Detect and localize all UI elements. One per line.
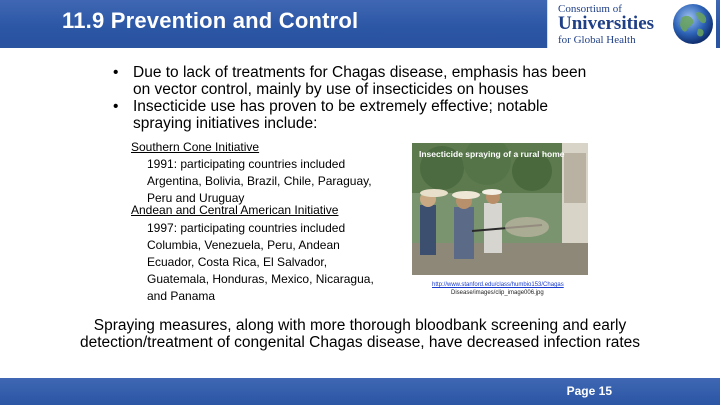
initiative-detail-andean: 1997: participating countries included Columbia, Venezuela, Peru, Andean Ecuador, Costa Rica, El Salvador, Guatemala, Honduras, Mexico, Nicaragua, and Panama	[147, 221, 374, 303]
summary-text: Spraying measures, along with more thorough bloodbank screening and early detection/treatment of congenital Chagas disease, have decreased infection rates	[79, 317, 641, 351]
logo-line-1: Consortium of	[558, 3, 622, 15]
spraying-photo	[412, 143, 588, 275]
photo-source-link[interactable]: http://www.stanford.edu/class/humbio153/Chagas	[432, 282, 564, 288]
consortium-logo	[547, 0, 716, 48]
bullet-item: • Insecticide use has proven to be extremely effective; notable spraying initiatives include:	[113, 98, 603, 132]
slide-title: 11.9 Prevention and Control	[62, 8, 359, 33]
initiative-detail-southern-cone: 1991: participating countries included Argentina, Bolivia, Brazil, Chile, Paraguay, Peru and Uruguay	[147, 157, 372, 205]
bullet-item: • Due to lack of treatments for Chagas disease, emphasis has been on vector control, mainly by use of insecticides on houses	[113, 64, 603, 98]
photo-source-path: Disease/images/clip_image006.jpg	[451, 290, 544, 296]
logo-line-3: for Global Health	[558, 34, 636, 46]
footer-bar	[0, 378, 720, 405]
logo-line-2: Universities	[558, 13, 655, 34]
initiative-heading-southern-cone: Southern Cone Initiative	[131, 140, 260, 154]
photo-illustration	[412, 143, 588, 275]
photo-caption: Insecticide spraying of a rural home	[419, 149, 565, 159]
initiative-heading-andean: Andean and Central American Initiative	[131, 203, 339, 217]
bullet-list	[113, 64, 603, 132]
page-number: Page 15	[566, 384, 612, 398]
globe-icon	[671, 2, 715, 46]
